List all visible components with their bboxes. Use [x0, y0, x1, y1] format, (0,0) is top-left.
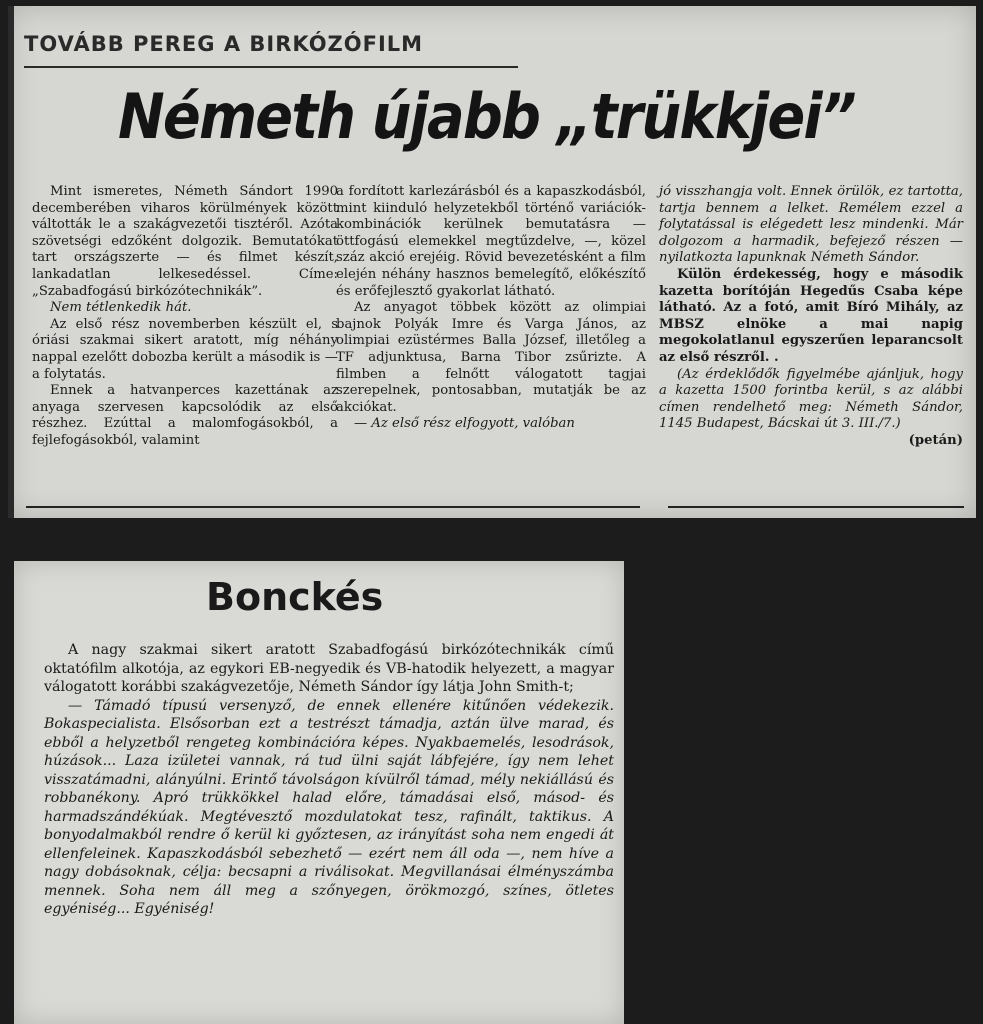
paragraph: Nem tétlenkedik hát.: [50, 300, 192, 316]
paragraph: Az első rész novemberben készült el, s óriási szakmai sikert aratott, míg néhány nappal ezelőtt dobozba került a második is — a folytatás.: [32, 316, 338, 382]
article-column-2: [336, 184, 646, 433]
headline: Németh újabb „trükkjei”: [118, 80, 855, 153]
article-title: Bonckés: [206, 575, 384, 619]
quote-paragraph: — Támadó típusú versenyző, de ennek ellenére kitűnően védekezik. Bokaspecialista. Elsősorban ezt a testrészt támadja, aztán ülve marad, és ebből a helyzetből rengeteg kombinációra képes. Nyakbaemelés, lesodrások, húzások... Laza izületei vannak, rá tud ülni saját lábfejére, így nem lehet visszatámadni, alányúlni. Erintő távolságon kívülről támad, mély nekiállású és robbanékony. Apró trükkökkel halad előre, támadásai első, másod- és harmadszándékúak. Megtévesztő mozdulatokat tesz, rafinált, taktikus. A bonyodalmakból rendre ő kerül ki győztesen, az irányítást soha nem engedi át ellenfeleinek. Kapaszkodásból sebezhető — ezért nem áll oda —, nem híve a nagy dobásoknak, célja: becsapni a riválisokat. Megvillanásai élményszámba mennek. Soha nem áll meg a szőnyegen, örökmozgó, színes, ötletes egyéniség... Egyéniség!: [44, 697, 614, 917]
divider: [26, 506, 640, 514]
kicker: TOVÁBB PEREG A BIRKÓZÓFILM: [24, 32, 424, 56]
clipping-edge: [8, 6, 14, 518]
kicker-rule: [24, 66, 518, 68]
newspaper-clipping-2: [14, 561, 624, 1024]
paragraph: jó visszhangja volt. Ennek örülök, ez tartotta, tartja bennem a lelket. Remélem ezzel a folytatással is elégedett lesz mindenki. Már dolgozom a harmadik, befejező részen — nyilatkozta lapunknak Németh Sándor.: [659, 184, 963, 266]
paragraph-bold: Külön érdekesség, hogy e második kazetta borítóján Hegedűs Csaba képe látható. Az a fotó, amit Bíró Mihály, az MBSZ elnöke a mai napig megokolatlanul egyszerűen leparancsolt az első részről. .: [659, 266, 963, 365]
article-column-1: [32, 184, 338, 450]
paragraph: — Az első rész elfogyott, valóban: [354, 416, 575, 432]
signature: (petán): [908, 432, 963, 448]
paragraph: a fordított karlezárásból és a kapaszkodásból, mint kiinduló helyzetekből történő variációk-kombinációk kerülnek bemutatásra — öttfogású elemekkel megtűzdelve, —, közel száz akció erejéig. Rövid bevezetésként a film elején néhány hasznos bemelegítő, előkészítő és erőfejlesztő gyakorlat látható.: [336, 184, 646, 299]
paragraph: Ennek a hatvanperces kazettának az anyaga szervesen kapcsolódik az első részhez. Ezúttal a malomfogásokból, a fejlefogásokból, valamint: [32, 383, 338, 448]
divider: [668, 506, 964, 514]
paragraph: Mint ismeretes, Németh Sándort 1990 decemberében viharos körülmények között váltották le a szakágvezetői tisztéről. Azóta szövetségi edzőként dolgozik. Bemutatókat tart országszerte — és filmet készít, lankadatlan lelkesedéssel. Címe: „Szabadfogású birkózótechnikák”.: [32, 184, 338, 299]
article-body: [44, 641, 614, 919]
paragraph: A nagy szakmai sikert aratott Szabadfogású birkózótechnikák című oktatófilm alkotója, az egykori EB-negyedik és VB-hatodik helyezett, a magyar válogatott korábbi szakágvezetője, Németh Sándor így látja John Smith-t;: [44, 642, 614, 695]
article-column-3: [659, 184, 963, 450]
paragraph: Az anyagot többek között az olimpiai bajnok Polyák Imre és Varga János, az olimpiai ezüstérmes Balla József, illetőleg a TF adjunktusa, Barna Tibor zsűrizte. A filmben a felnőtt válogatott tagjai szerepelnek, pontosabban, mutatják be az akciókat.: [336, 300, 646, 415]
newspaper-clipping-1: [8, 6, 976, 518]
paragraph: (Az érdeklődők figyelmébe ajánljuk, hogy a kazetta 1500 forintba kerül, s az alábbi címen rendelhető meg: Németh Sándor, 1145 Budapest, Bácskai út 3. III./7.): [659, 366, 963, 432]
